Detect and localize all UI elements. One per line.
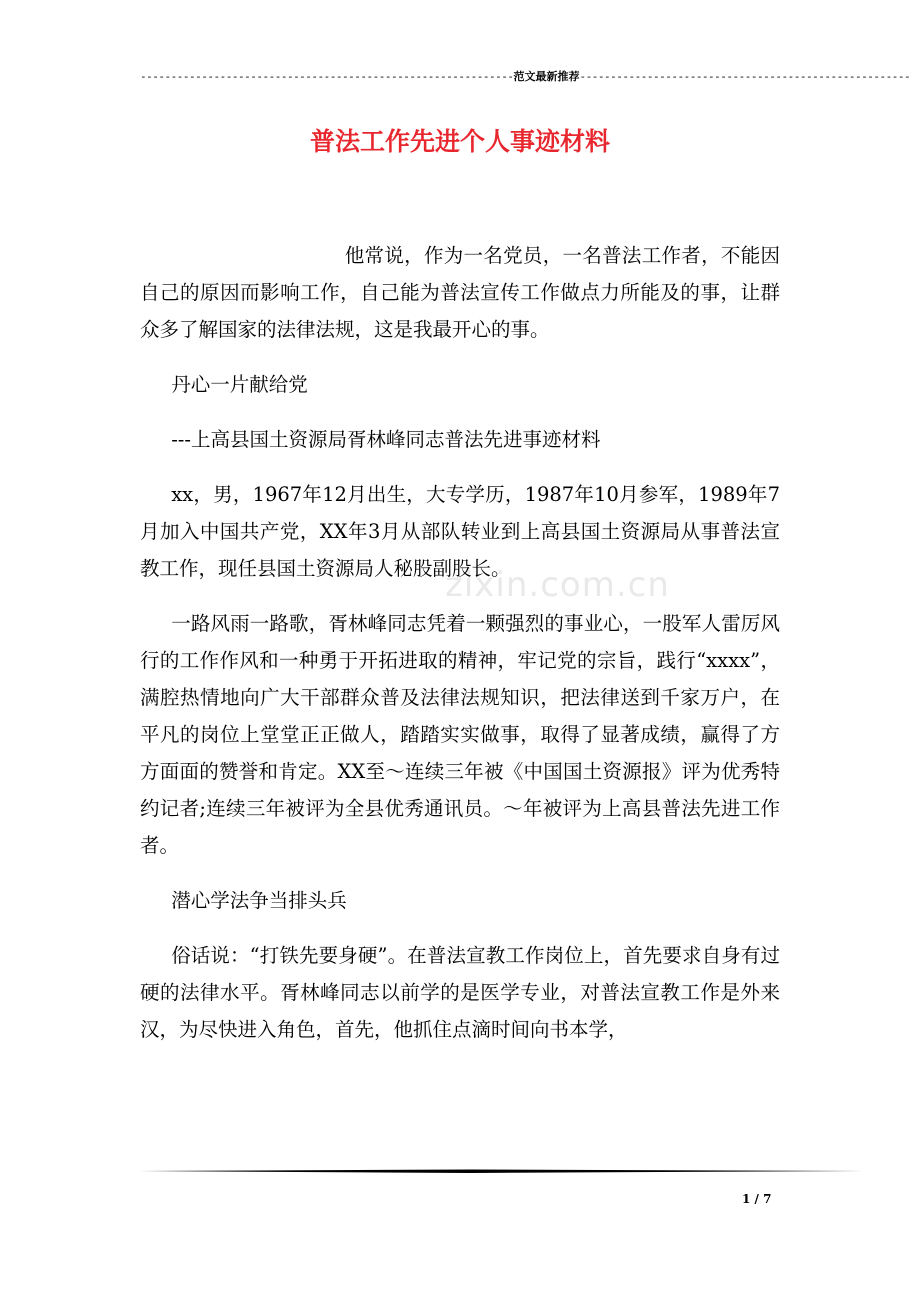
watermark: zixin.com.cn (445, 565, 670, 605)
paragraph-profile: xx，男，1967年12月出生，大专学历，1987年10月参军，1989年7月加入中国共产党，XX年3月从部队转业到上高县国土资源局从事普法宣教工作，现任县国土资源局人秘股副股长。 (140, 483, 780, 580)
header-dashes-right: ------------------------------------------------------ (579, 70, 911, 83)
footer-rule (140, 1168, 864, 1174)
section-heading-2: 潜心学法争当排头兵 (171, 889, 347, 912)
section-heading-1: 丹心一片献给党 (171, 373, 308, 396)
header-dashes-left: ------------------------------------------------------------- (140, 70, 514, 83)
paragraph-intro: 他常说，作为一名党员，一名普法工作者，不能因自己的原因而影响工作，自己能为普法宣传工作做点力所能及的事，让群众多了解国家的法律法规，这是我最开心的事。 (140, 244, 780, 341)
paragraph-study: 俗话说：“打铁先要身硬”。在普法宣教工作岗位上，首先要求自身有过硬的法律水平。胥林峰同志以前学的是医学专业，对普法宣教工作是外来汉，为尽快进入角色，首先，他抓住点滴时间向书本学， (140, 944, 780, 1041)
paragraph-achievements: 一路风雨一路歌，胥林峰同志凭着一颗强烈的事业心，一股军人雷厉风行的工作作风和一种勇于开拓进取的精神，牢记党的宗旨，践行“xxxx”，满腔热情地向广大干部群众普及法律法规知识，把法律送到千家万户，在平凡的岗位上堂堂正正做人，踏踏实实做事，取得了显著成绩，赢得了方方面面的赞誉和肯定。XX至～连续三年被《中国国土资源报》评为优秀特约记者;连续三年被评为全县优秀通讯员。～年被评为上高县普法先进工作者。 (140, 612, 780, 857)
page-header (140, 68, 911, 86)
document-body (140, 237, 780, 1066)
subtitle-line: ---上高县国土资源局胥林峰同志普法先进事迹材料 (171, 428, 601, 451)
document-title: 普法工作先进个人事迹材料 (309, 127, 610, 156)
header-label: 范文最新推荐 (513, 70, 580, 83)
page-number: 1 / 7 (742, 1192, 772, 1206)
